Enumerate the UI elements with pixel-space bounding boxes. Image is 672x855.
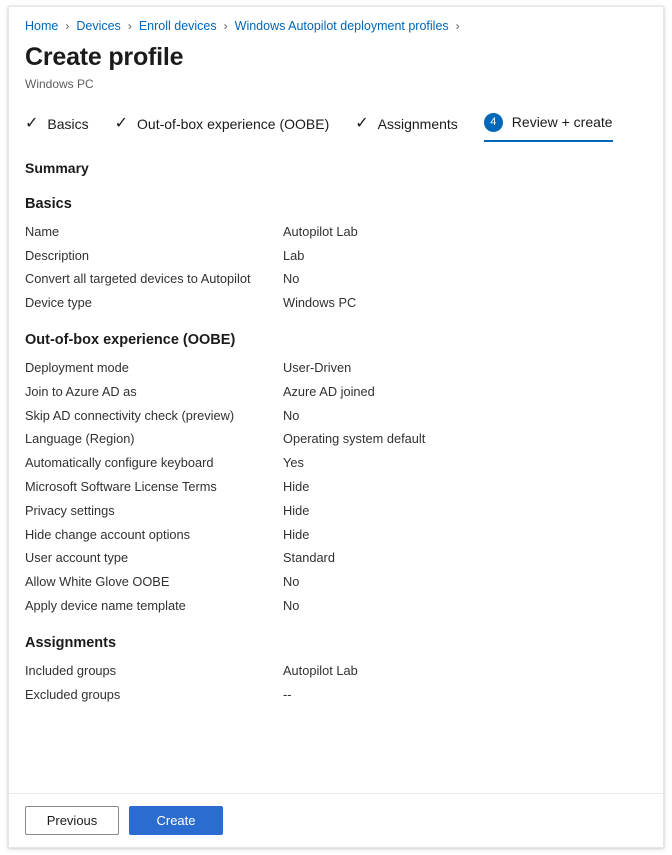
wizard-tabs: [9, 91, 663, 142]
summary-row-value: User-Driven: [283, 359, 352, 375]
section-assignments: [25, 635, 647, 702]
summary-row-value: --: [283, 686, 292, 702]
summary-row: [25, 552, 647, 565]
panel-body: [9, 7, 663, 793]
summary-row-value: Hide: [283, 502, 310, 518]
section-title: Assignments: [25, 634, 117, 651]
summary-row: [25, 297, 647, 310]
summary-row: [25, 223, 647, 239]
summary-row-value: No: [283, 574, 300, 590]
summary-content: [9, 142, 663, 702]
summary-row-value: No: [283, 597, 300, 613]
summary-row-key: Device type: [25, 295, 92, 311]
summary-row-value: Autopilot Lab: [283, 223, 358, 239]
summary-row: [25, 597, 647, 613]
tab-oobe-label: Out-of-box experience (OOBE): [137, 115, 330, 132]
summary-row: [25, 576, 647, 589]
summary-row: [25, 662, 647, 678]
section-oobe: [25, 332, 647, 613]
summary-row-key: Allow White Glove OOBE: [25, 574, 170, 590]
summary-row-value: Azure AD joined: [283, 383, 375, 399]
summary-row: [25, 686, 647, 702]
create-button[interactable]: Create: [129, 806, 223, 835]
summary-row-key: Join to Azure AD as: [25, 383, 137, 399]
summary-row-key: Apply device name template: [25, 597, 186, 613]
summary-row-key: Language (Region): [25, 431, 135, 447]
summary-row: [25, 407, 647, 423]
panel-footer: [9, 793, 663, 847]
summary-row-value: Standard: [283, 550, 335, 566]
summary-row-value: Windows PC: [283, 295, 357, 311]
summary-row-key: Description: [25, 247, 90, 263]
breadcrumb: [9, 7, 663, 33]
tab-basics-label: Basics: [47, 115, 89, 132]
check-icon: ✓: [25, 114, 39, 132]
breadcrumb-item-autopilot-profiles[interactable]: Windows Autopilot deployment profiles: [234, 19, 449, 33]
summary-row: [25, 502, 647, 518]
summary-row: [25, 433, 647, 446]
summary-row-key: Convert all targeted devices to Autopilot: [25, 271, 251, 287]
summary-row-value: No: [283, 407, 300, 423]
step-number-badge: 4: [484, 113, 503, 132]
tab-oobe[interactable]: [115, 116, 330, 142]
summary-row: [25, 526, 647, 542]
summary-row-value: Hide: [283, 478, 310, 494]
tab-assignments-label: Assignments: [377, 115, 458, 132]
check-icon: ✓: [114, 114, 129, 132]
summary-row: [25, 359, 647, 375]
breadcrumb-separator-icon: ›: [455, 19, 460, 33]
page-subtitle: Windows PC: [25, 76, 94, 91]
breadcrumb-item-devices[interactable]: Devices: [76, 19, 121, 33]
summary-row-value: Lab: [283, 247, 305, 263]
breadcrumb-separator-icon: ›: [65, 19, 70, 33]
summary-row-key: Deployment mode: [25, 359, 129, 375]
summary-heading: Summary: [25, 159, 89, 176]
section-basics: [25, 196, 647, 310]
section-title: Out-of-box experience (OOBE): [25, 331, 236, 348]
summary-row-value: Yes: [283, 455, 304, 471]
page-title: Create profile: [25, 43, 184, 71]
summary-row-key: Microsoft Software License Terms: [25, 478, 217, 494]
tab-assignments[interactable]: [355, 116, 458, 142]
breadcrumb-separator-icon: ›: [223, 19, 228, 33]
previous-button[interactable]: Previous: [25, 806, 119, 835]
breadcrumb-separator-icon: ›: [127, 19, 132, 33]
summary-row-key: Name: [25, 223, 60, 239]
create-profile-panel: [8, 6, 664, 848]
summary-row-key: Skip AD connectivity check (preview): [25, 407, 235, 423]
summary-row-value: Autopilot Lab: [283, 662, 358, 678]
summary-row: [25, 478, 647, 494]
section-title: Basics: [25, 195, 72, 212]
summary-row-value: Hide: [283, 526, 310, 542]
summary-row-value: Operating system default: [283, 431, 426, 447]
summary-row-key: Automatically configure keyboard: [25, 455, 214, 471]
breadcrumb-item-enroll-devices[interactable]: Enroll devices: [138, 19, 217, 33]
title-block: [9, 33, 663, 91]
summary-row: [25, 273, 647, 286]
summary-row-key: Excluded groups: [25, 686, 121, 702]
summary-row-key: User account type: [25, 550, 129, 566]
summary-row-key: Hide change account options: [25, 526, 191, 542]
check-icon: ✓: [355, 114, 369, 132]
summary-row-key: Privacy settings: [25, 502, 115, 518]
summary-row: [25, 457, 647, 470]
summary-row: [25, 247, 647, 263]
summary-row-value: No: [283, 271, 300, 287]
tab-review-create[interactable]: [484, 113, 613, 142]
summary-row-key: Included groups: [25, 662, 117, 678]
tab-basics[interactable]: [25, 116, 89, 142]
summary-row: [25, 383, 647, 399]
tab-review-create-label: Review + create: [511, 114, 613, 131]
breadcrumb-item-home[interactable]: Home: [25, 19, 59, 33]
